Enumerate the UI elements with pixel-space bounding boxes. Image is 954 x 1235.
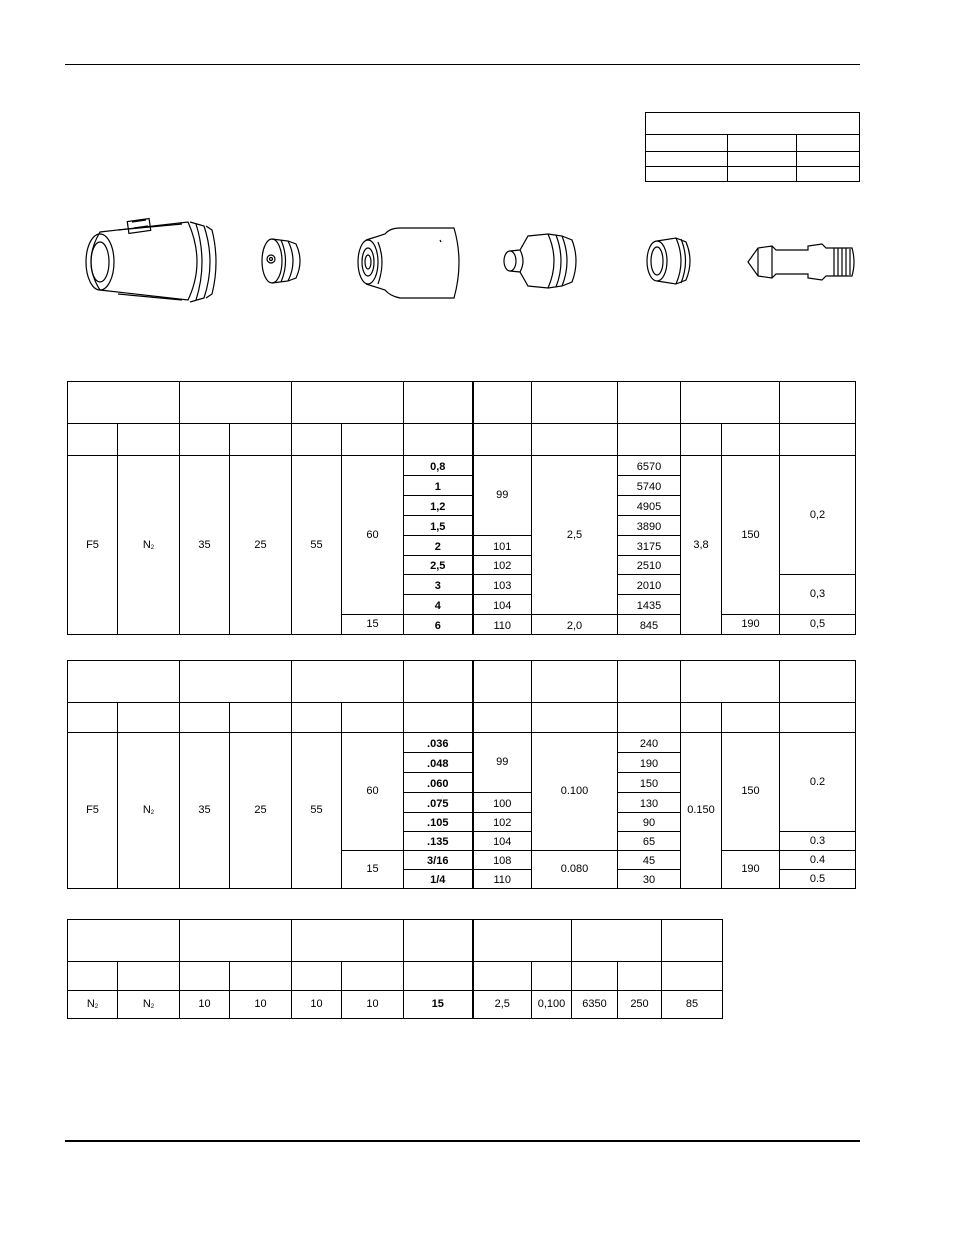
torch-height-cell: 0.080 bbox=[532, 851, 618, 889]
thickness-cell: 1/4 bbox=[404, 870, 473, 889]
speed-cell: 3890 bbox=[618, 516, 681, 536]
pierce-delay-cell: 0.2 bbox=[780, 733, 856, 832]
thickness-cell: 3/16 bbox=[404, 851, 473, 870]
speed-cell: 90 bbox=[618, 813, 681, 832]
arc-voltage-cell: 104 bbox=[473, 595, 532, 615]
initial-height-cell: 0.150 bbox=[681, 733, 722, 889]
value-cell: 85 bbox=[662, 991, 723, 1019]
plasma-gas-cell: $N_2$ bbox=[68, 991, 118, 1019]
small-swirl-ring-icon bbox=[262, 239, 300, 283]
pierce-height-cell: 190 bbox=[722, 851, 780, 889]
preflow-shield-cell: 25 bbox=[230, 456, 292, 635]
preflow-plasma-cell: 35 bbox=[180, 456, 230, 635]
swirl-ring-icon bbox=[647, 238, 690, 284]
pierce-delay-cell: 0.4 bbox=[780, 851, 856, 870]
cut-chart-english bbox=[67, 660, 856, 889]
speed-cell: 45 bbox=[618, 851, 681, 870]
thickness-cell: .048 bbox=[404, 753, 473, 773]
cut-chart-metric bbox=[67, 381, 856, 635]
arc-voltage-cell: 101 bbox=[473, 536, 532, 556]
value-cell: 2,5 bbox=[473, 991, 532, 1019]
pierce-height-cell: 190 bbox=[722, 615, 780, 635]
speed-cell: 130 bbox=[618, 793, 681, 813]
shield-part-icon bbox=[86, 219, 216, 302]
pierce-delay-cell: 0,3 bbox=[780, 575, 856, 615]
shield-gas-cell: $N_2$ bbox=[118, 991, 180, 1019]
cutflow-shield-cell: 15 bbox=[342, 851, 404, 889]
thickness-cell: .105 bbox=[404, 813, 473, 832]
pierce-height-cell: 150 bbox=[722, 456, 780, 615]
value-cell: 0,100 bbox=[532, 991, 572, 1019]
plasma-gas-cell: F5 bbox=[68, 733, 118, 889]
speed-cell: 1435 bbox=[618, 595, 681, 615]
speed-cell: 190 bbox=[618, 753, 681, 773]
value-cell: 250 bbox=[618, 991, 662, 1019]
value-cell: 10 bbox=[292, 991, 342, 1019]
electrode-part-icon bbox=[748, 244, 854, 280]
thickness-cell: 1,2 bbox=[404, 496, 473, 516]
thickness-cell: 0,8 bbox=[404, 456, 473, 476]
thickness-cell: .060 bbox=[404, 773, 473, 793]
speed-cell: 845 bbox=[618, 615, 681, 635]
arc-voltage-cell: 103 bbox=[473, 575, 532, 595]
value-cell: 15 bbox=[404, 991, 473, 1019]
pierce-delay-cell: 0.3 bbox=[780, 832, 856, 851]
pierce-delay-cell: 0,2 bbox=[780, 456, 856, 575]
marking-chart bbox=[67, 919, 723, 1019]
speed-cell: 2510 bbox=[618, 556, 681, 575]
arc-voltage-cell: 110 bbox=[473, 870, 532, 889]
initial-height-cell: 3,8 bbox=[681, 456, 722, 635]
pierce-height-cell: 150 bbox=[722, 733, 780, 851]
shield-gas-cell: $N_2$ bbox=[118, 456, 180, 635]
value-cell: 10 bbox=[230, 991, 292, 1019]
cutflow-shield-cell: 60 bbox=[342, 733, 404, 851]
nozzle-part-icon bbox=[504, 234, 576, 288]
torch-height-cell: 2,5 bbox=[532, 456, 618, 615]
preflow-plasma-cell: 35 bbox=[180, 733, 230, 889]
value-cell: 6350 bbox=[572, 991, 618, 1019]
preflow-shield-cell: 25 bbox=[230, 733, 292, 889]
thickness-cell: 2,5 bbox=[404, 556, 473, 575]
arc-voltage-cell: 104 bbox=[473, 832, 532, 851]
pierce-delay-cell: 0.5 bbox=[780, 870, 856, 889]
shield-gas-cell: $N_2$ bbox=[118, 733, 180, 889]
speed-cell: 150 bbox=[618, 773, 681, 793]
cutflow-shield-cell: 60 bbox=[342, 456, 404, 615]
thickness-cell: .075 bbox=[404, 793, 473, 813]
thickness-cell: 4 bbox=[404, 595, 473, 615]
speed-cell: 4905 bbox=[618, 496, 681, 516]
torch-height-cell: 0.100 bbox=[532, 733, 618, 851]
retaining-cap-icon bbox=[358, 228, 459, 298]
thickness-cell: 3 bbox=[404, 575, 473, 595]
consumable-reference-table bbox=[645, 112, 860, 182]
header-rule bbox=[65, 64, 860, 65]
thickness-cell: 1 bbox=[404, 476, 473, 496]
speed-cell: 3175 bbox=[618, 536, 681, 556]
cutflow-plasma-cell: 55 bbox=[292, 733, 342, 889]
speed-cell: 2010 bbox=[618, 575, 681, 595]
thickness-cell: .036 bbox=[404, 733, 473, 753]
thickness-cell: 2 bbox=[404, 536, 473, 556]
footer-rule bbox=[65, 1140, 860, 1142]
cutflow-shield-cell: 15 bbox=[342, 615, 404, 635]
cutflow-plasma-cell: 55 bbox=[292, 456, 342, 635]
pierce-delay-cell: 0,5 bbox=[780, 615, 856, 635]
value-cell: 10 bbox=[342, 991, 404, 1019]
arc-voltage-cell: 110 bbox=[473, 615, 532, 635]
arc-voltage-cell: 99 bbox=[473, 733, 532, 793]
arc-voltage-cell: 99 bbox=[473, 456, 532, 536]
thickness-cell: .135 bbox=[404, 832, 473, 851]
thickness-cell: 1,5 bbox=[404, 516, 473, 536]
speed-cell: 6570 bbox=[618, 456, 681, 476]
speed-cell: 30 bbox=[618, 870, 681, 889]
arc-voltage-cell: 102 bbox=[473, 813, 532, 832]
arc-voltage-cell: 108 bbox=[473, 851, 532, 870]
arc-voltage-cell: 100 bbox=[473, 793, 532, 813]
speed-cell: 65 bbox=[618, 832, 681, 851]
speed-cell: 240 bbox=[618, 733, 681, 753]
thickness-cell: 6 bbox=[404, 615, 473, 635]
speed-cell: 5740 bbox=[618, 476, 681, 496]
arc-voltage-cell: 102 bbox=[473, 556, 532, 575]
torch-height-cell: 2,0 bbox=[532, 615, 618, 635]
plasma-gas-cell: F5 bbox=[68, 456, 118, 635]
value-cell: 10 bbox=[180, 991, 230, 1019]
